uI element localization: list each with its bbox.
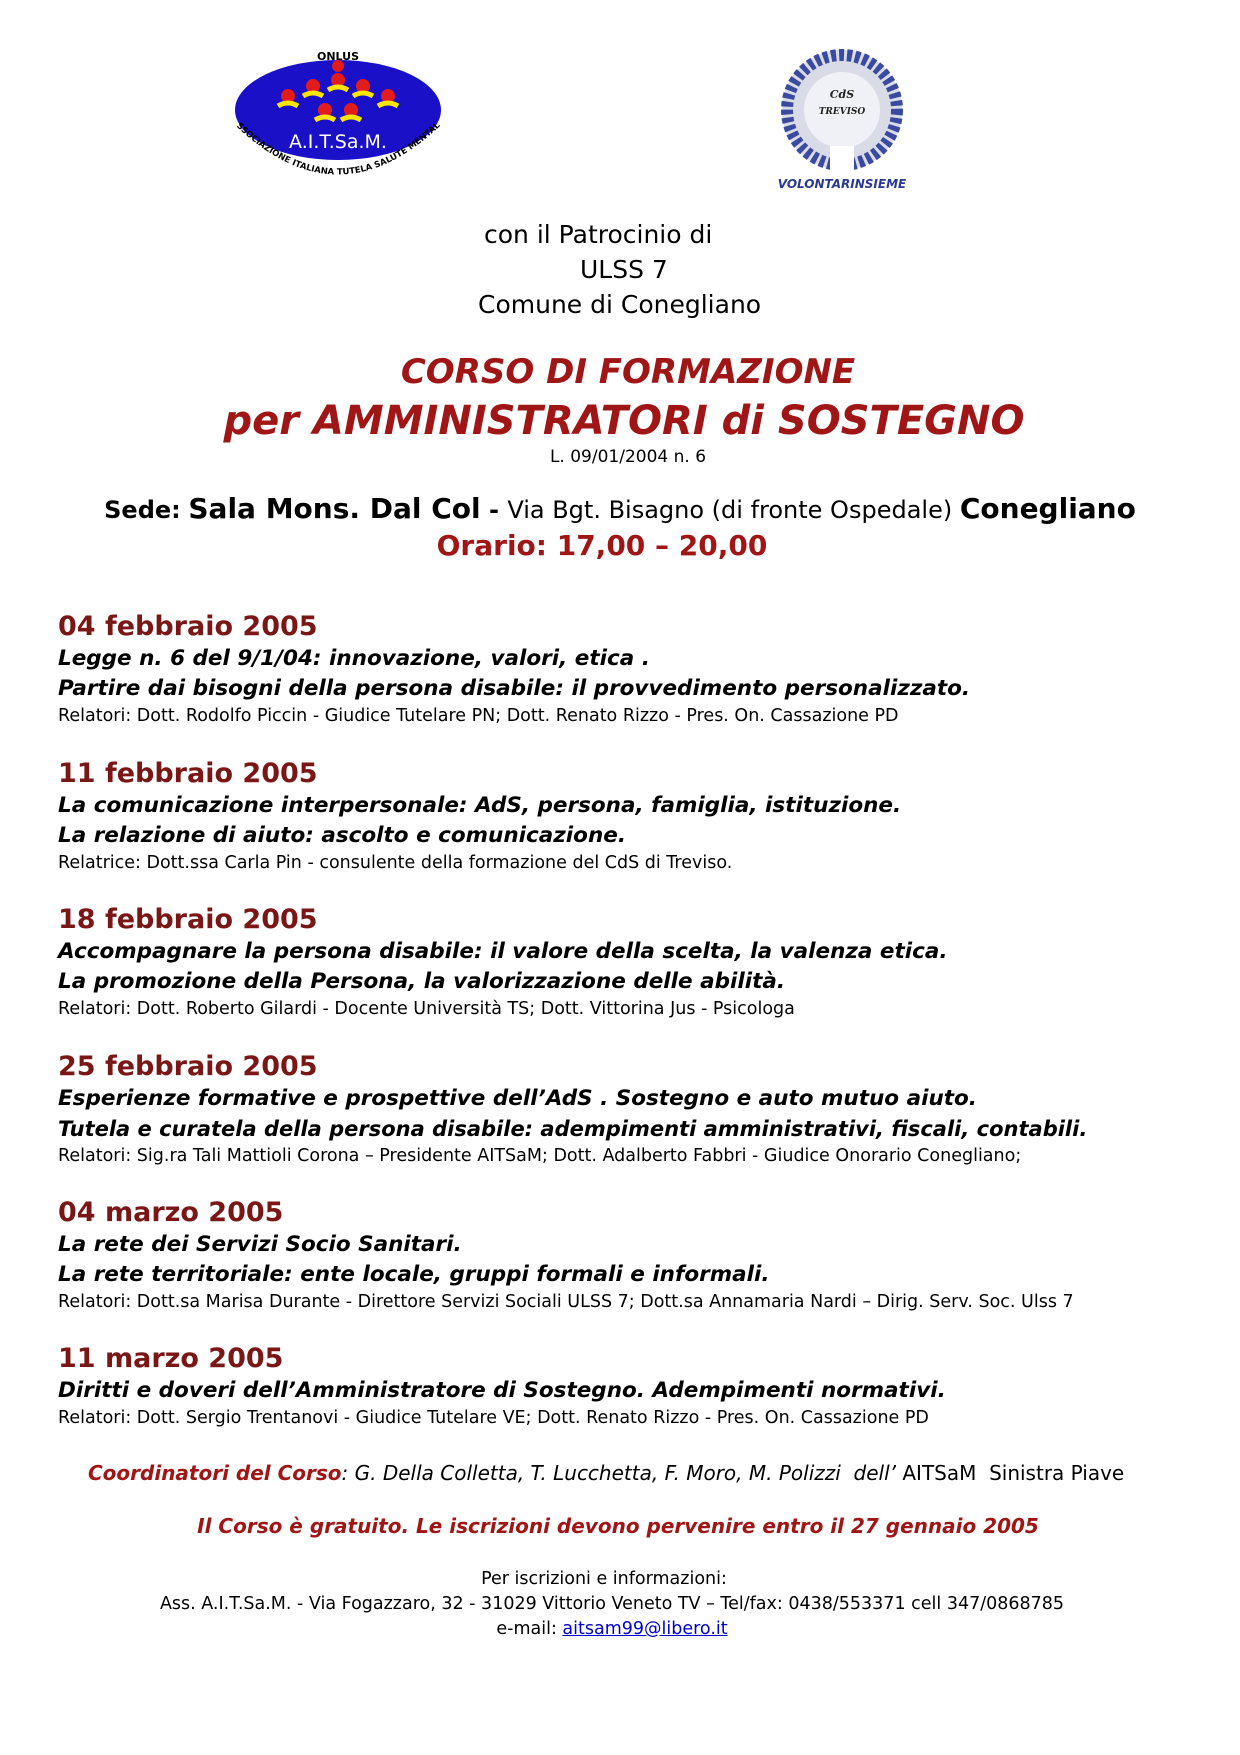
- svg-text:ASSOCIAZIONE ITALIANA TUTELA S: SSOCIAZIONE ITALIANA TUTELA SALUTE MENTAL: [234, 120, 443, 178]
- venue-hall: Sala Mons. Dal Col: [188, 492, 481, 525]
- session-2: [58, 757, 1188, 875]
- info-address: Ass. A.I.T.Sa.M. - Via Fogazzaro, 32 - 31029 Vittorio Veneto TV – Tel/fax: 0438/553371 cell 347/0868785: [159, 1594, 1065, 1614]
- session-5: [58, 1196, 1188, 1314]
- session-date: 11 marzo 2005: [58, 1343, 284, 1374]
- patronage-line-3: Comune di Conegliano: [478, 290, 762, 319]
- session-speakers: Relatrice: Dott.ssa Carla Pin - consulente della formazione del CdS di Treviso.: [58, 853, 733, 873]
- session-3: [58, 903, 1188, 1021]
- session-date: 18 febbraio 2005: [58, 904, 318, 935]
- svg-text:CdS: CdS: [829, 88, 855, 101]
- session-speakers: Relatori: Dott. Rodolfo Piccin - Giudice Tutelare PN; Dott. Renato Rizzo - Pres. On. Cassazione PD: [58, 706, 899, 726]
- coordinators-label: Coordinatori del Corso: [88, 1461, 342, 1485]
- session-speakers: Relatori: Sig.ra Tali Mattioli Corona – Presidente AITSaM; Dott. Adalberto Fabbri - Giudice Onorario Conegliano;: [58, 1146, 1022, 1166]
- patronage-line-2: ULSS 7: [580, 255, 668, 284]
- course-hours: Orario: 17,00 – 20,00: [436, 529, 768, 562]
- cds-treviso-logo: [752, 42, 932, 202]
- session-topic: La rete dei Servizi Socio Sanitari.: [58, 1232, 462, 1257]
- venue-separator: -: [480, 496, 508, 524]
- email-link[interactable]: aitsam99@libero.it: [562, 1619, 728, 1639]
- session-topic: Accompagnare la persona disabile: il valore della scelta, la valenza etica.: [58, 939, 948, 964]
- course-title: CORSO DI FORMAZIONE: [400, 352, 856, 392]
- session-topic: La relazione di aiuto: ascolto e comunicazione.: [58, 823, 626, 848]
- session-6: [58, 1342, 1188, 1430]
- svg-text:TREVISO: TREVISO: [818, 107, 866, 117]
- session-speakers: Relatori: Dott. Roberto Gilardi - Docente Università TS; Dott. Vittorina Jus - Psicologa: [58, 999, 795, 1019]
- free-course-note: Il Corso è gratuito. Le iscrizioni devono pervenire entro il 27 gennaio 2005: [197, 1514, 1039, 1538]
- coordinators-org: AITSaM Sinistra Piave: [896, 1461, 1125, 1485]
- session-speakers: Relatori: Dott. Sergio Trentanovi - Giudice Tutelare VE; Dott. Renato Rizzo - Pres. On. Cassazione PD: [58, 1408, 929, 1428]
- session-date: 04 febbraio 2005: [58, 611, 318, 642]
- patronage-line-1: con il Patrocinio di: [484, 220, 713, 249]
- info-heading: Per iscrizioni e informazioni:: [481, 1569, 727, 1589]
- course-subtitle: per AMMINISTRATORI di SOSTEGNO: [223, 398, 1025, 444]
- session-topic: La rete territoriale: ente locale, gruppi formali e informali.: [58, 1262, 770, 1287]
- venue-label: Sede:: [104, 496, 181, 524]
- venue-city: Conegliano: [959, 492, 1136, 525]
- svg-text:ONLUS: ONLUS: [316, 50, 360, 63]
- email-label: e-mail:: [496, 1619, 563, 1639]
- aitsam-logo: [228, 48, 448, 198]
- law-reference: L. 09/01/2004 n. 6: [549, 447, 707, 467]
- session-topic: La comunicazione interpersonale: AdS, persona, famiglia, istituzione.: [58, 793, 902, 818]
- session-date: 25 febbraio 2005: [58, 1051, 318, 1082]
- session-speakers: Relatori: Dott.sa Marisa Durante - Direttore Servizi Sociali ULSS 7; Dott.sa Annamaria Nardi – Dirig. Serv. Soc. Ulss 7: [58, 1292, 1074, 1312]
- session-topic: Tutela e curatela della persona disabile: adempimenti amministrativi, fiscali, contabili.: [58, 1117, 1088, 1141]
- svg-text:VOLONTARINSIEME: VOLONTARINSIEME: [777, 177, 907, 191]
- venue-line: [0, 492, 1240, 525]
- session-date: 11 febbraio 2005: [58, 758, 318, 789]
- session-1: [58, 610, 1188, 728]
- coordinators-names: : G. Della Colletta, T. Lucchetta, F. Moro, M. Polizzi dell’: [341, 1461, 896, 1485]
- session-topic: Partire dai bisogni della persona disabile: il provvedimento personalizzato.: [58, 676, 971, 701]
- session-4: [58, 1050, 1188, 1168]
- info-email-line: [0, 1617, 1232, 1642]
- session-topic: La promozione della Persona, la valorizzazione delle abilità.: [58, 969, 786, 994]
- session-date: 04 marzo 2005: [58, 1197, 284, 1228]
- session-topic: Diritti e doveri dell’Amministratore di Sostegno. Adempimenti normativi.: [58, 1378, 946, 1403]
- coordinators-line: [88, 1461, 1124, 1485]
- session-topic: Esperienze formative e prospettive dell’AdS . Sostegno e auto mutuo aiuto.: [58, 1086, 977, 1111]
- venue-address: Via Bgt. Bisagno (di fronte Ospedale): [507, 496, 953, 524]
- svg-text:A.I.T.Sa.M.: A.I.T.Sa.M.: [289, 131, 387, 153]
- session-topic: Legge n. 6 del 9/1/04: innovazione, valori, etica .: [58, 646, 650, 671]
